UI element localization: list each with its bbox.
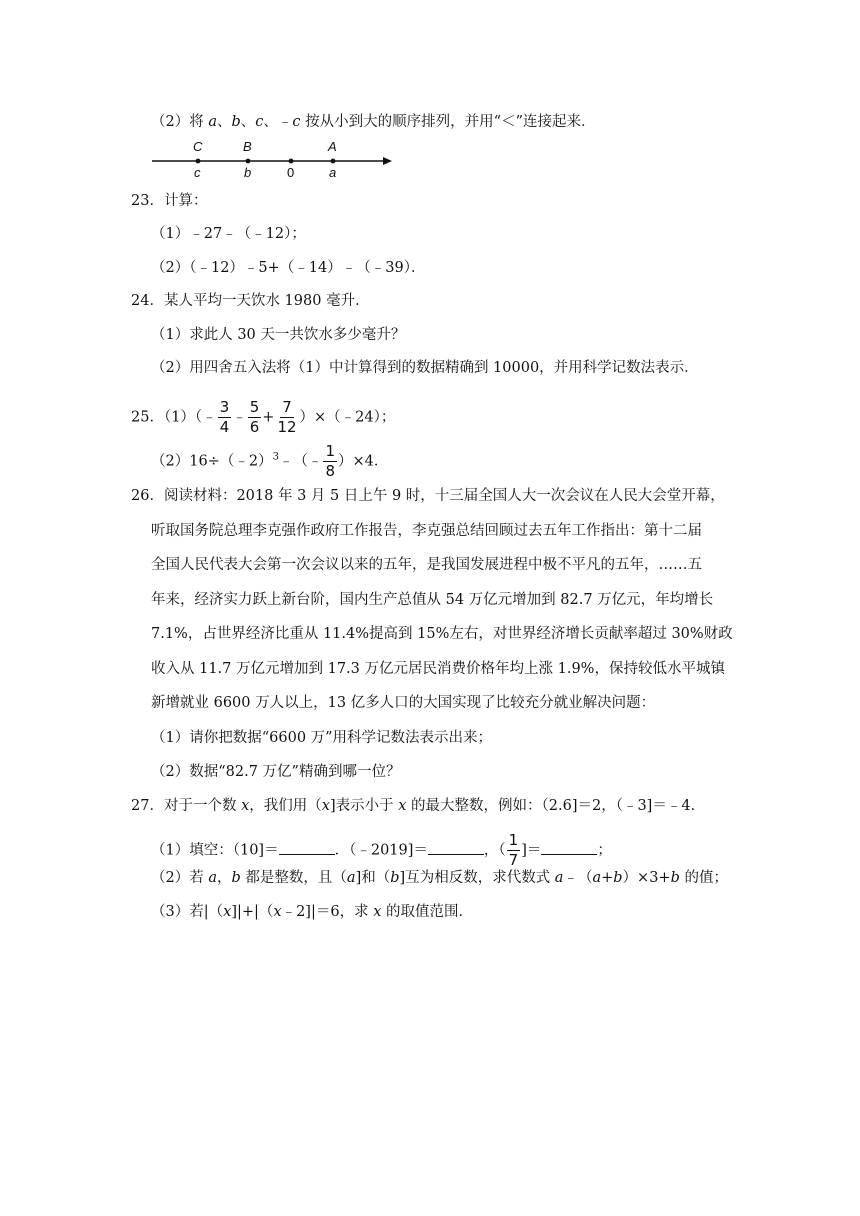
point-b [246,159,251,164]
label-upper-b: B [243,139,252,154]
q23-part2: （2）（﹣12）﹣5+（﹣14）﹣（﹣39）． [151,260,426,276]
label-lower-a: a [329,165,337,180]
q26-line-3: 全国人民代表大会第一次会议以来的五年，是我国发展进程中极不平凡的五年，……五 [151,557,702,573]
q27-part3: （3）若|（x]|+|（x﹣2]|＝6，求 x 的取值范围． [151,904,473,920]
q26-line-6: 收入从 11.7 万亿元增加到 17.3 万亿元居民消费价格年均上涨 1.9%，保持较低水平城镇 [151,661,725,677]
q24-part2: （2）用四舍五入法将（1）中计算得到的数据精确到 10000，并用科学记数法表示． [151,360,699,376]
number-line-svg [150,138,400,184]
q26-part2: （2）数据“82.7 万亿”精确到哪一位？ [151,764,401,780]
fraction-5-6: $\frac{5}{6}$ [249,398,260,436]
q23-title: 23．计算： [131,193,208,209]
label-upper-a: A [328,139,337,154]
q22-part2: （2）将 a、b、c、﹣c 按从小到大的顺序排列，并用“＜”连接起来． [151,114,596,130]
q26-line-2: 听取国务院总理李克强作政府工作报告，李克强总结回顾过去五年工作指出：第十二届 [151,523,702,539]
label-lower-c: c [194,165,201,180]
fraction-1-8: $\frac{1}{8}$ [325,442,335,480]
q26-line-7: 新增就业 6600 万人以上，13 亿多人口的大国实现了比较充分就业解决问题： [151,695,656,711]
point-c [196,159,201,164]
fraction-7-12: $\frac{7}{12}$ [277,398,297,436]
label-lower-b: b [244,165,252,180]
q26-line-1: 26．阅读材料：2018 年 3 月 5 日上午 9 时，十三届全国人大一次会议在人民大会堂开幕， [131,488,725,504]
number-line-figure [150,138,400,184]
fraction-1-7: $\frac{1}{7}$ [508,831,519,869]
q27-part2: （2）若 a，b 都是整数，且（a]和（b]互为相反数，求代数式 a﹣（a+b）×3+b 的值； [151,870,728,886]
answer-blank-1[interactable] [279,840,335,855]
q23-part1: （1）﹣27﹣（﹣12）； [151,226,306,242]
q24-title: 24．某人平均一天饮水 1980 毫升． [131,293,370,309]
number-line-arrow [383,157,392,165]
point-a [331,159,336,164]
answer-blank-3[interactable] [541,840,597,855]
q27-title: 27．对于一个数 x，我们用（x]表示小于 x 的最大整数，例如：（2.6]＝2，（﹣3]＝﹣4． [131,798,706,814]
point-zero [289,159,294,164]
fraction-3-4: $\frac{3}{4}$ [219,398,230,436]
q24-part1: （1）求此人 30 天一共饮水多少毫升？ [151,327,406,343]
q26-line-4: 年来，经济实力跃上新台阶，国内生产总值从 54 万亿元增加到 82.7 万亿元，年均增长 [151,592,714,608]
q26-part1: （1）请你把数据“6600 万”用科学记数法表示出来； [151,730,493,746]
q25-part1: 25．（1）（﹣ $\frac{3}{4}$ ﹣ $\frac{5}{6}$ + $\frac{7}{12}$ ）×（﹣24）； [131,398,396,436]
q26-line-5: 7.1%，占世界经济比重从 11.4%提高到 15%左右，对世界经济增长贡献率超过 30%财政 [151,626,733,642]
label-lower-zero: 0 [287,165,295,180]
q27-part1: （1）填空：（10]＝ ．（﹣2019]＝ ，（ $\frac{1}{7}$ ]＝ ； [151,831,612,869]
q25-part2: （2）16÷（﹣2）$^3$﹣（﹣ $\frac{1}{8}$ ）×4． [151,442,389,480]
label-upper-c: C [193,139,203,154]
answer-blank-2[interactable] [428,840,484,855]
